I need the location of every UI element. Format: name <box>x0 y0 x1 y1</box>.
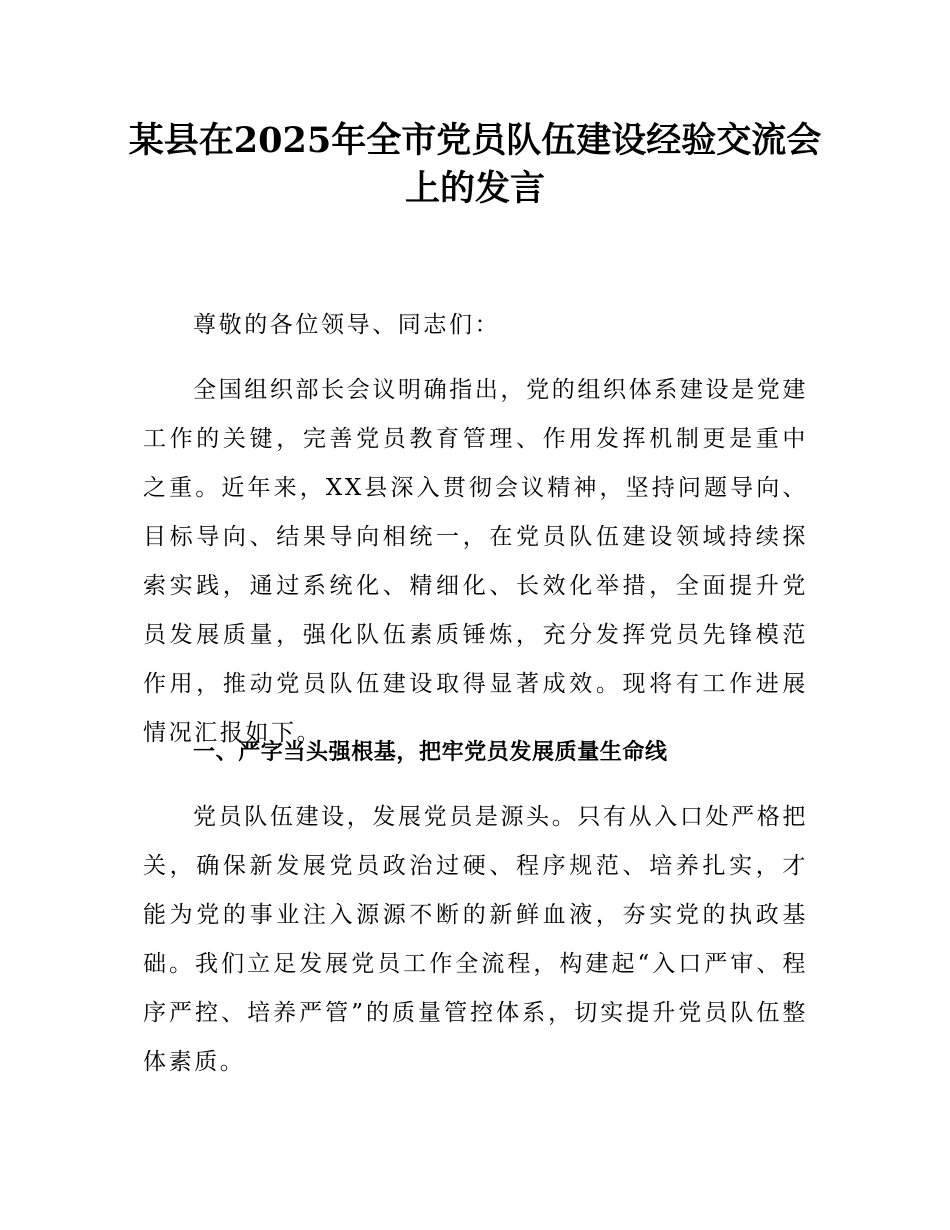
salutation: 尊敬的各位领导、同志们： <box>193 312 501 338</box>
paragraph-section-1: 党员队伍建设，发展党员是源头。只有从入口处严格把关，确保新发展党员政治过硬、程序规范、培养扎实，才能为党的事业注入源源不断的新鲜血液，夯实党的执政基础。我们立足发展党员工作全流程，构建起“入口严审、程序严控、培养严管”的质量管控体系，切实提升党员队伍整体素质。 <box>143 804 808 1075</box>
document-title-line-2: 上的发言 <box>404 168 545 209</box>
section-heading-1: 一、严字当头强根基，把牢党员发展质量生命线 <box>193 740 668 765</box>
paragraph-intro: 全国组织部长会议明确指出，党的组织体系建设是党建工作的关键，完善党员教育管理、作用发挥机制更是重中之重。近年来，XX县深入贯彻会议精神，坚持问题导向、目标导向、结果导向相统一，在党员队伍建设领域持续探索实践，通过系统化、精细化、长效化举措，全面提升党员发展质量，强化队伍素质锤炼，充分发挥党员先锋模范作用，推动党员队伍建设取得显著成效。现将有工作进展情况汇报如下。 <box>143 377 808 746</box>
document-title-line-1: 某县在2025年全市党员队伍建设经验交流会 <box>128 120 822 161</box>
